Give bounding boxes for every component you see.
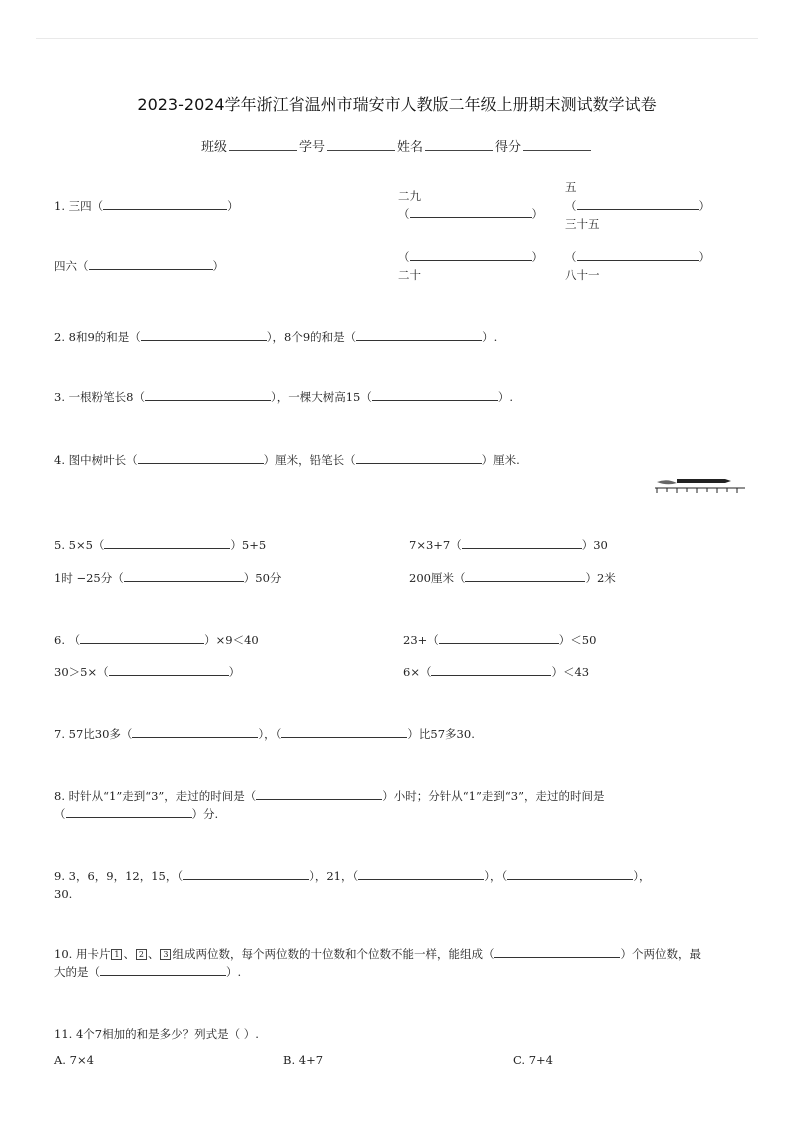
q7-blank-2[interactable] — [281, 726, 407, 738]
q4-blank-1[interactable] — [138, 452, 264, 464]
q11-option-c[interactable]: C. 7+4 — [513, 1053, 553, 1067]
q8-line-2: （ ）分. — [54, 807, 219, 821]
q5-d-blank[interactable] — [465, 570, 585, 582]
q7-number: 7. — [54, 727, 65, 741]
q11-stem: 11. 4个7相加的和是多少？列式是（ ）. — [54, 1027, 259, 1041]
q11-option-a[interactable]: A. 7×4 — [54, 1053, 94, 1067]
leaf-pencil-ruler-figure — [655, 476, 747, 500]
q6-d-blank[interactable] — [431, 664, 551, 676]
q6-number: 6. — [54, 633, 65, 647]
q1-c-label: 五 — [565, 180, 577, 194]
number-card-3: 3 — [160, 949, 171, 960]
q1-e-blank[interactable] — [410, 249, 532, 261]
class-label: 班级 — [200, 140, 227, 155]
q9-blank-2[interactable] — [358, 868, 484, 880]
q3-blank-1[interactable] — [145, 389, 271, 401]
q1-c-answer: 三十五 — [565, 217, 600, 231]
q5-b: 7×3+7（ ）30 — [409, 538, 608, 552]
q3-blank-2[interactable] — [372, 389, 498, 401]
q6-b: 23+（ ）＜50 — [403, 633, 597, 647]
q10-line-2: 大的是（ ）. — [54, 965, 242, 979]
number-card-2: 2 — [136, 949, 147, 960]
pencil-icon — [677, 479, 725, 483]
q10-blank-2[interactable] — [100, 964, 226, 976]
q10-blank-1[interactable] — [494, 946, 620, 958]
q4: 4. 图中树叶长（ ）厘米，铅笔长（ ）厘米. — [54, 453, 520, 467]
q1-e-answer: 二十 — [398, 268, 421, 282]
q5-a: 5. 5×5（ ）5+5 — [54, 538, 267, 552]
q1-d: 四六（ ） — [54, 259, 224, 273]
q5-a-blank[interactable] — [104, 537, 230, 549]
q8-blank-2[interactable] — [66, 806, 192, 818]
q1-f: （ ） — [565, 250, 710, 264]
q1-e: （ ） — [398, 250, 543, 264]
q4-blank-2[interactable] — [356, 452, 482, 464]
score-label: 得分 — [495, 140, 522, 155]
q6-c-blank[interactable] — [109, 664, 229, 676]
q4-number: 4. — [54, 453, 65, 467]
q1-b-label: 二九 — [398, 189, 421, 203]
q10-number: 10. — [54, 947, 73, 961]
header-rule — [36, 38, 758, 39]
number-blank[interactable] — [327, 138, 395, 151]
q2-number: 2. — [54, 330, 65, 344]
q1-a: 1. 三四（ ） — [54, 199, 239, 213]
q1-c-blank[interactable] — [577, 198, 699, 210]
q5-number: 5. — [54, 538, 65, 552]
q1-a-blank[interactable] — [103, 198, 227, 210]
ruler-ticks — [657, 488, 737, 493]
q3: 3. 一根粉笔长8（ ），一棵大树高15（ ）. — [54, 390, 514, 404]
q9-blank-3[interactable] — [507, 868, 633, 880]
q1-b: （ ） — [398, 207, 543, 221]
q11-option-b[interactable]: B. 4+7 — [283, 1053, 324, 1067]
q11-number: 11. — [54, 1027, 73, 1041]
q1-c: （ ） — [565, 199, 710, 213]
q1-b-blank[interactable] — [410, 206, 532, 218]
q6-c: 30＞5×（ ） — [54, 665, 241, 679]
q6-a: 6. （ ）×9＜40 — [54, 633, 259, 647]
q1-f-answer: 八十一 — [565, 268, 600, 282]
number-label: 学号 — [298, 140, 325, 155]
q1-f-blank[interactable] — [577, 249, 699, 261]
q9-blank-1[interactable] — [183, 868, 309, 880]
q1-a-label: 三四 — [68, 199, 92, 213]
q6-d: 6×（ ）＜43 — [403, 665, 590, 679]
q1-d-blank[interactable] — [89, 258, 213, 270]
q5-d: 200厘米（ ）2米 — [409, 571, 616, 585]
q7-blank-1[interactable] — [132, 726, 258, 738]
q2-blank-2[interactable] — [356, 329, 482, 341]
page-title: 2023-2024学年浙江省温州市瑞安市人教版二年级上册期末测试数学试卷 — [137, 95, 657, 114]
q2-blank-1[interactable] — [141, 329, 267, 341]
q5-c: 1时 −25分（ ）50分 — [54, 571, 282, 585]
q5-c-blank[interactable] — [124, 570, 244, 582]
q10-line-1: 10. 用卡片 1 、 2 、 3 组成两位数，每个两位数的十位数和个位数不能一样，能组成（ ）个两位数，最 — [54, 947, 701, 961]
q6-b-blank[interactable] — [439, 632, 559, 644]
q2: 2. 8和9的和是（ ），8个9的和是（ ）. — [54, 330, 498, 344]
leaf-icon — [657, 480, 677, 484]
name-blank[interactable] — [425, 138, 493, 151]
student-info-row — [0, 136, 794, 155]
q3-number: 3. — [54, 390, 65, 404]
q5-b-blank[interactable] — [462, 537, 582, 549]
q1-number: 1. — [54, 199, 65, 213]
q9-number: 9. — [54, 869, 65, 883]
number-card-1: 1 — [111, 949, 122, 960]
q1-d-label: 四六 — [54, 259, 77, 273]
q7: 7. 57比30多（ ），（ ）比57多30. — [54, 727, 475, 741]
class-blank[interactable] — [229, 138, 297, 151]
name-label: 姓名 — [397, 140, 424, 155]
q8-number: 8. — [54, 789, 65, 803]
score-blank[interactable] — [523, 138, 591, 151]
q9-line-1: 9. 3，6，9，12，15，（ ），21，（ ），（ ）， — [54, 869, 651, 883]
q8-line-1: 8. 时针从“1”走到“3”，走过的时间是（ ）小时；分针从“1”走到“3”，走过的时间是 — [54, 789, 605, 803]
q6-a-blank[interactable] — [80, 632, 204, 644]
q9-line-2: 30. — [54, 887, 73, 901]
q8-blank-1[interactable] — [256, 788, 382, 800]
